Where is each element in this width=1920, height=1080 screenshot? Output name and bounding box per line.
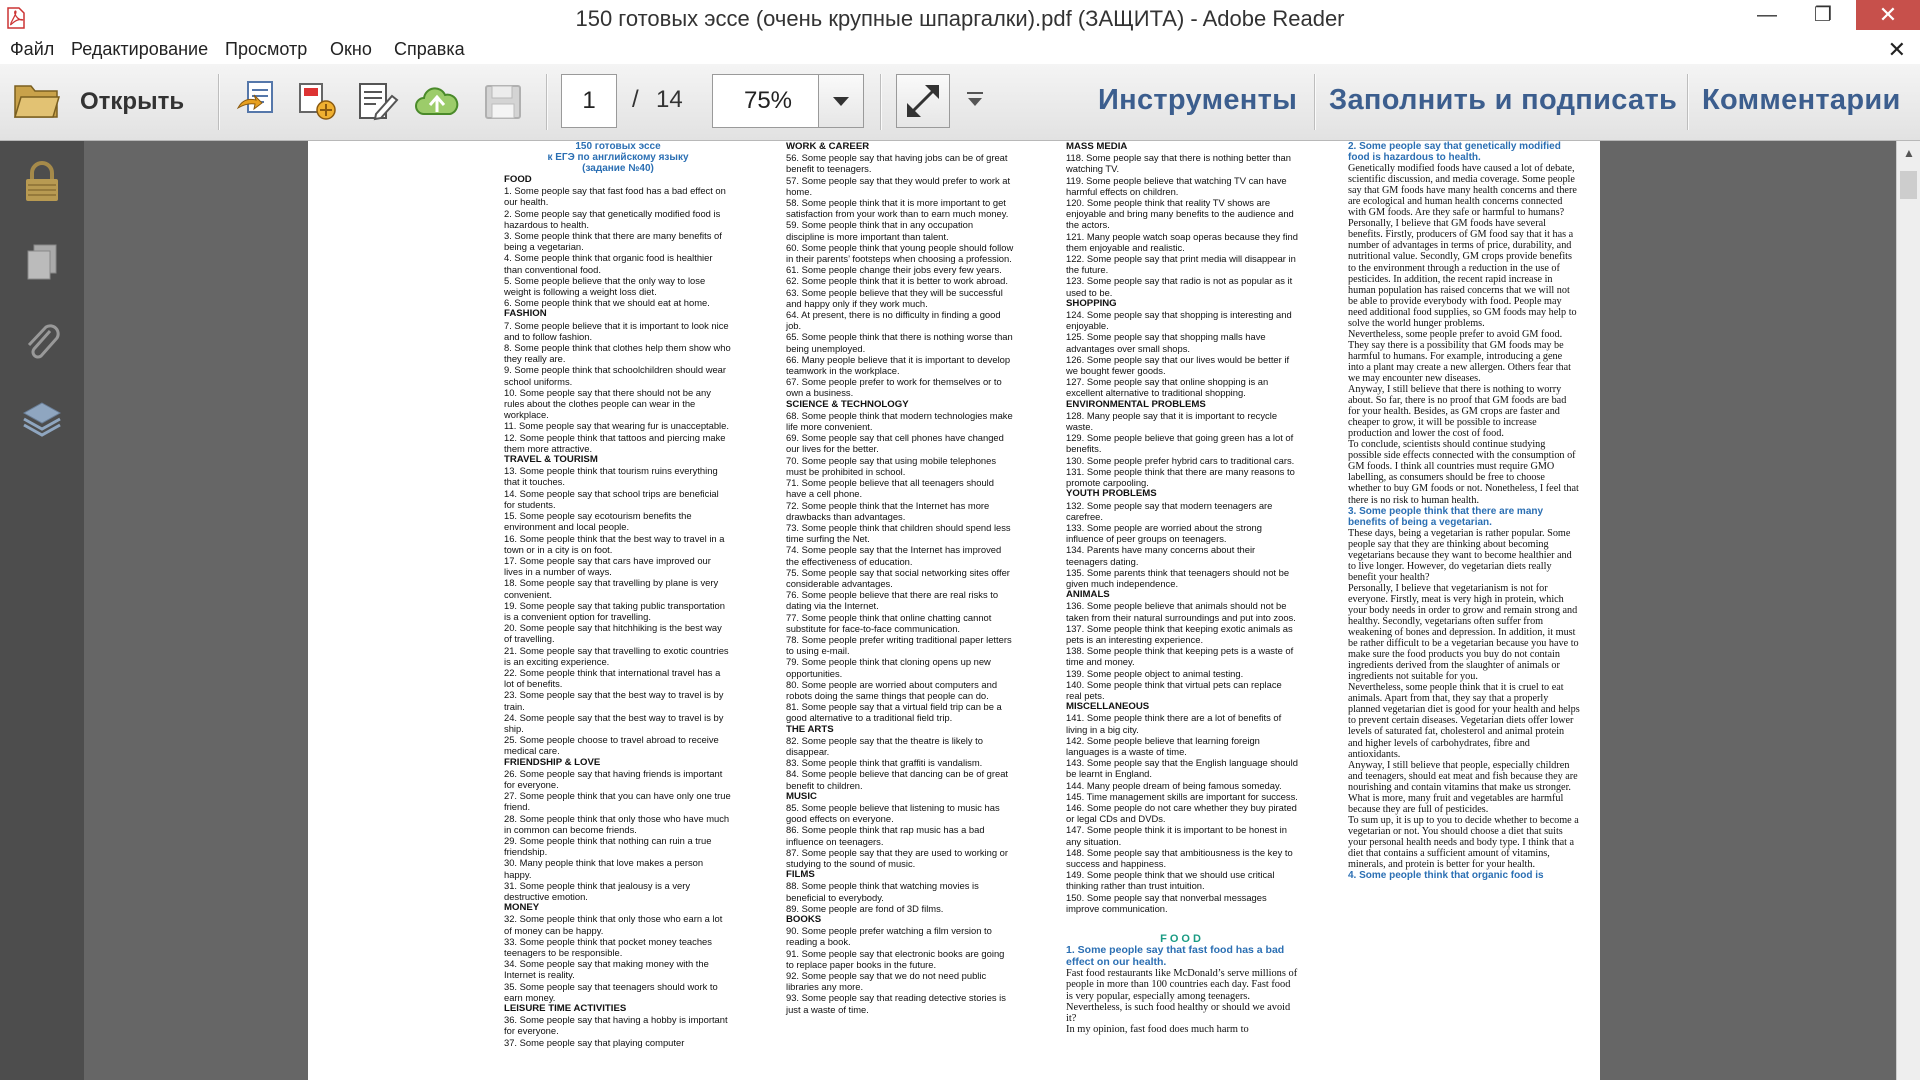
topic-item: 77. Some people think that online chatting cannot substitute for face-to-face communication. <box>786 611 992 634</box>
topic-item: 85. Some people believe that listening to music has good effects on everyone. <box>786 801 1000 825</box>
section-heading: MONEY <box>504 902 540 914</box>
section-heading: THE ARTS <box>786 723 834 735</box>
topic-item: 2. Some people say that genetically modified food is hazardous to health. <box>504 207 721 230</box>
menu-edit[interactable]: Редактирование <box>71 39 209 59</box>
topic-item: 21. Some people say that travelling to exotic countries is an exciting experience. <box>504 644 729 667</box>
topic-item: 82. Some people say that the theatre is likely to disappear. <box>786 734 983 757</box>
menu-bar <box>0 36 1920 64</box>
topic-item: 81. Some people say that a virtual field trip can be a good alternative to a traditional field trip. <box>786 701 1002 724</box>
topic-item: 62. Some people think that it is better to work abroad. <box>786 275 1009 287</box>
section-heading: WORK & CAREER <box>786 141 870 152</box>
topic-item: 31. Some people think that jealousy is a very destructive emotion. <box>504 879 691 902</box>
topic-item: 11. Some people say that wearing fur is unacceptable. <box>504 420 729 432</box>
essay-question: 2. Some people say that genetically modified food is hazardous to health. <box>1348 141 1561 164</box>
essay-question: 1. Some people say that fast food has a bad effect on our health. <box>1066 944 1285 968</box>
topic-item: 86. Some people think that rap music has a bad influence on teenagers. <box>786 824 985 847</box>
topic-item: 18. Some people say that travelling by plane is very convenient. <box>504 577 719 600</box>
topic-item: 137. Some people think that keeping exotic animals as pets is an interesting experience. <box>1066 622 1293 645</box>
topic-item: 30. Many people think that love makes a person happy. <box>504 857 704 880</box>
topic-item: 58. Some people think that it is more important to get satisfaction from your work than to earn much money. <box>786 197 1009 220</box>
book-title-line: (задание №40) <box>582 163 654 174</box>
export-pdf-icon[interactable] <box>294 78 340 124</box>
topic-item: 14. Some people say that school trips are beneficial for students. <box>504 487 719 510</box>
topic-item: 128. Many people say that it is important to recycle waste. <box>1066 409 1278 433</box>
section-heading: FRIENDSHIP & LOVE <box>504 756 601 768</box>
topic-item: 148. Some people say that ambitiousness is the key to success and happiness. <box>1066 846 1293 869</box>
toolbar-separator <box>1314 74 1316 130</box>
zoom-dropdown-button[interactable] <box>818 75 863 127</box>
topic-item: 59. Some people think that in any occupation discipline is more important than talent. <box>786 219 974 242</box>
essay-question: 3. Some people think that there are many benefits of being a vegetarian. <box>1348 505 1544 528</box>
topic-item: 132. Some people say that modern teenagers are carefree. <box>1066 499 1273 522</box>
topic-item: 33. Some people think that pocket money teaches teenagers to be responsible. <box>504 935 712 959</box>
topic-item: 127. Some people say that online shopping is an excellent alternative to traditional shopping. <box>1066 376 1269 399</box>
section-heading: FASHION <box>504 308 547 320</box>
topic-item: 8. Some people think that clothes help them show who they really are. <box>504 342 731 365</box>
lock-icon[interactable] <box>20 159 64 203</box>
topic-item: 76. Some people believe that there are real risks to dating via the Internet. <box>786 589 999 612</box>
section-heading: LEISURE TIME ACTIVITIES <box>504 1003 627 1015</box>
topic-item: 126. Some people say that our lives would be better if we bought fewer goods. <box>1066 353 1290 377</box>
vertical-scrollbar[interactable] <box>1896 141 1920 1080</box>
essay-paragraph: Nevertheless, some people prefer to avoid GM food. They say there is a possibility that GM foods may be harmful to humans. For example, introducing a gene into a plant may create a new allergen. Others fear that we may encounter new diseases. <box>1348 328 1571 384</box>
close-document-button[interactable]: ✕ <box>1887 37 1906 62</box>
topic-item: 145. Time management skills are important for success. <box>1066 790 1298 802</box>
main-toolbar <box>0 64 1920 141</box>
navigation-sidebar <box>0 141 84 1080</box>
topic-item: 16. Some people think that the best way to travel in a town or in a city is on foot. <box>504 532 725 555</box>
topic-item: 80. Some people are worried about computers and robots doing the same things that people can do. <box>786 678 998 701</box>
toolbar-separator <box>218 74 220 130</box>
topic-item: 35. Some people say that teenagers should work to earn money. <box>504 980 718 1003</box>
essay-text: Fast food restaurants like McDonald’s serve millions of people in more than 100 countries each day. Fast food is very popular, especially among teenagers. Nevertheless, is such food healthy or should we avoid it? In my opinion, fast food does much harm to <box>1066 968 1298 1036</box>
topic-item: 142. Some people believe that learning foreign languages is a waste of time. <box>1066 734 1260 757</box>
menu-help[interactable]: Справка <box>394 39 465 59</box>
essay-question: 4. Some people think that organic food is <box>1348 870 1544 882</box>
topic-item: 129. Some people believe that going green has a lot of benefits. <box>1066 432 1294 455</box>
section-heading: MISCELLANEOUS <box>1066 701 1150 713</box>
topic-item: 134. Parents have many concerns about their teenagers dating. <box>1066 544 1256 567</box>
topic-item: 121. Many people watch soap operas because they find them enjoyable and realistic. <box>1066 230 1298 253</box>
topic-item: 23. Some people say that the best way to travel is by train. <box>504 689 724 712</box>
save-icon[interactable] <box>480 78 526 124</box>
book-title-line: 150 готовых эссе <box>575 141 661 152</box>
topic-item: 4. Some people think that organic food is healthier than conventional food. <box>504 252 713 275</box>
topic-item: 138. Some people think that keeping pets is a waste of time and money. <box>1066 645 1294 668</box>
topic-item: 125. Some people say that shopping malls have advantages over small shops. <box>1066 331 1266 354</box>
topic-item: 146. Some people do not care whether they buy pirated or legal CDs and DVDs. <box>1066 801 1297 825</box>
essay-paragraph: To sum up, it is up to you to decide whether to become a vegetarian or not. You should choose a diet that suits your personal health needs and body type. I think that a diet that contains a sufficient amount of vitamins, minerals, and protein is better for your health. <box>1348 814 1579 871</box>
menu-window[interactable]: Окно <box>330 39 372 59</box>
topic-item: 57. Some people say that they would prefer to work at home. <box>786 174 1011 197</box>
topic-item: 74. Some people say that the Internet has improved the effectiveness of education. <box>786 544 1002 567</box>
page-column-4 <box>1348 141 1580 881</box>
topic-item: 66. Many people believe that it is important to develop teamwork in the workplace. <box>786 353 1011 377</box>
topic-item: 32. Some people think that only those who earn a lot of money can be happy. <box>504 913 723 936</box>
tools-pane-button[interactable]: Инструменты <box>1098 84 1298 116</box>
page-column-1 <box>504 141 732 1048</box>
menu-view[interactable]: Просмотр <box>225 39 308 59</box>
topic-item: 144. Many people dream of being famous someday. <box>1066 779 1282 791</box>
topic-item: 65. Some people think that there is nothing worse than being unemployed. <box>786 331 1013 354</box>
topic-item: 6. Some people think that we should eat at home. <box>504 297 710 309</box>
edit-document-icon[interactable] <box>354 78 400 124</box>
topic-item: 122. Some people say that print media will disappear in the future. <box>1066 253 1296 276</box>
topic-item: 69. Some people say that cell phones have changed our lives for the better. <box>786 432 1004 455</box>
topic-item: 13. Some people think that tourism ruins everything that it touches. <box>504 465 718 488</box>
scroll-up-icon[interactable]: ▲ <box>1903 146 1915 160</box>
topic-item: 61. Some people change their jobs every few years. <box>786 264 1002 276</box>
comments-pane-button[interactable]: Комментарии <box>1702 84 1901 116</box>
topic-item: 133. Some people are worried about the strong influence of peer groups on teenagers. <box>1066 521 1262 545</box>
topic-item: 7. Some people believe that it is important to look nice and to follow fashion. <box>504 319 729 342</box>
topic-item: 63. Some people believe that they will be successful and happy only if they work much. <box>786 286 1003 309</box>
topic-item: 118. Some people say that there is nothing better than watching TV. <box>1066 152 1291 175</box>
topic-item: 64. At present, there is no difficulty in finding a good job. <box>786 309 1001 332</box>
maximize-button[interactable]: ❐ <box>1814 4 1832 26</box>
topic-item: 34. Some people say that making money with the Internet is reality. <box>504 958 709 981</box>
topic-item: 83. Some people think that graffiti is vandalism. <box>786 757 983 769</box>
topic-item: 68. Some people think that modern technologies make life more convenient. <box>786 409 1013 433</box>
topic-item: 60. Some people think that young people should follow in their parents’ footsteps when choosing a profession. <box>786 241 1014 265</box>
topic-item: 87. Some people say that they are used to working or studying to the sound of music. <box>786 846 1009 869</box>
topic-item: 71. Some people believe that all teenagers should have a cell phone. <box>786 477 994 500</box>
topic-item: 78. Some people prefer writing traditional paper letters to using e-mail. <box>786 633 1012 657</box>
topic-item: 136. Some people believe that animals should not be taken from their natural surroundings and put into zoos. <box>1066 600 1296 623</box>
open-button[interactable] <box>10 76 200 126</box>
section-heading: FILMS <box>786 869 815 881</box>
topic-item: 73. Some people think that children should spend less time surfing the Net. <box>786 521 1011 545</box>
topic-item: 92. Some people say that we do not need public libraries any more. <box>786 970 987 993</box>
topic-item: 120. Some people think that reality TV shows are enjoyable and bring many benefits to the audience and the actors. <box>1066 197 1294 231</box>
menu-file[interactable]: Файл <box>10 39 55 59</box>
toolbar-separator <box>1687 74 1689 130</box>
section-heading: BOOKS <box>786 914 822 926</box>
essay-paragraph: Personally, I believe that vegetarianism is not for everyone. Firstly, meat is very high in protein, which your body needs in order to grow and remain strong and healthy. Secondly, vegetarians often suffer from weakening of bones and depression. In addition, it must be rather difficult to be a vegetarian because you have to make sure the food products you buy do not contain ingredients derived from the slaughter of animals or ingredients not suitable for you. <box>1348 582 1579 683</box>
topic-item: 124. Some people say that shopping is interesting and enjoyable. <box>1066 309 1292 332</box>
topic-item: 139. Some people object to animal testing. <box>1066 667 1244 679</box>
chevron-down-icon <box>819 75 863 127</box>
page-total: 14 <box>656 86 683 113</box>
topic-item: 72. Some people think that the Internet has more drawbacks than advantages. <box>786 499 990 522</box>
topic-item: 26. Some people say that having friends is important for everyone. <box>504 767 723 790</box>
topic-item: 143. Some people say that the English language should be learnt in England. <box>1066 757 1298 780</box>
page-column-2 <box>786 141 1014 1015</box>
topic-item: 88. Some people think that watching movies is beneficial to everybody. <box>786 880 979 903</box>
topic-item: 123. Some people say that radio is not as popular as it used to be. <box>1066 275 1293 298</box>
minimize-button[interactable]: — <box>1757 4 1777 26</box>
section-heading: TRAVEL & TOURISM <box>504 454 598 466</box>
zoom-value[interactable]: 75% <box>743 87 793 114</box>
topic-item: 22. Some people think that international travel has a lot of benefits. <box>504 666 721 690</box>
topic-item: 70. Some people say that using mobile telephones must be prohibited in school. <box>786 454 997 477</box>
book-title <box>504 141 732 174</box>
close-button[interactable]: ✕ <box>1856 0 1920 30</box>
topic-item: 130. Some people prefer hybrid cars to traditional cars. <box>1066 454 1295 466</box>
book-title-line: к ЕГЭ по английскому языку <box>547 152 689 163</box>
open-label: Открыть <box>80 88 185 115</box>
expand-icon <box>897 75 949 127</box>
essay-paragraph: Anyway, I still believe that there is nothing to worry about. So far, there is no proof that GM foods are bad for your health. Besides, as GM crops are faster and cheaper to grow, it will be possible to increase production and lower the cost of food. <box>1348 384 1567 440</box>
topic-item: 28. Some people think that only those who have much in common can become friends. <box>504 812 730 835</box>
section-heading: SHOPPING <box>1066 297 1117 309</box>
topic-item: 147. Some people think it is important to be honest in any situation. <box>1066 824 1287 847</box>
pdf-page <box>308 141 1600 1080</box>
topic-item: 131. Some people think that there are many reasons to promote carpooling. <box>1066 465 1295 489</box>
zoom-select[interactable] <box>712 74 864 128</box>
section-heading: YOUTH PROBLEMS <box>1066 488 1157 500</box>
topic-item: 79. Some people think that cloning opens up new opportunities. <box>786 656 991 679</box>
topic-item: 19. Some people say that taking public transportation is a convenient option for travelling. <box>504 599 725 622</box>
page-column-3 <box>1066 141 1298 1035</box>
topic-item: 89. Some people are fond of 3D films. <box>786 902 944 914</box>
essay-paragraph: Personally, I believe that GM foods have several benefits. Firstly, producers of GM food say that it has a number of advantages in terms of price, durability, and nutritional value. Secondly, GM crops provide benefits to the environment through a reduction in the use of pesticides. In addition, the recent rapid increase in human population has raised concerns that we will not be able to provide everybody with food. People may need additional food supplies, so GM foods may help to solve the world hunger problems. <box>1348 218 1577 329</box>
essay-paragraph: To conclude, scientists should continue studying possible side effects connected with the consumption of GM foods. I think all countries must require GMO labelling, as consumers should be free to choose whether to buy GM foods or not. Nonetheless, I feel that there is no risk to human health. <box>1348 439 1579 506</box>
topic-item: 75. Some people say that social networking sites offer considerable advantages. <box>786 566 1010 589</box>
topic-item: 20. Some people say that hitchhiking is the best way of travelling. <box>504 622 722 645</box>
fill-sign-pane-button[interactable]: Заполнить и подписать <box>1329 84 1678 116</box>
topic-item: 84. Some people believe that dancing can be of great benefit to children. <box>786 768 1009 791</box>
topic-item: 91. Some people say that electronic books are going to replace paper books in the future. <box>786 947 1005 970</box>
section-heading: ENVIRONMENTAL PROBLEMS <box>1066 398 1206 410</box>
topic-item: 3. Some people think that there are many benefits of being a vegetarian. <box>504 230 722 253</box>
topic-item: 149. Some people think that we should use critical thinking rather than trust intuition. <box>1066 869 1275 892</box>
topic-item: 140. Some people think that virtual pets can replace real pets. <box>1066 678 1282 701</box>
topic-item: 10. Some people say that there should not be any rules about the clothes people can wear in the workplace. <box>504 386 711 421</box>
title-bar <box>0 0 1920 36</box>
toolbar-separator <box>880 74 882 130</box>
scroll-thumb[interactable] <box>1900 171 1917 199</box>
topic-item: 12. Some people think that tattoos and piercing make them more attractive. <box>504 431 726 454</box>
topic-item: 119. Some people believe that watching TV can have harmful effects on children. <box>1066 174 1287 197</box>
topic-item: 135. Some parents think that teenagers should not be given much independence. <box>1066 566 1290 589</box>
essay-paragraph: Nevertheless, some people think that it is cruel to eat animals. Apart from that, they say that a properly planned vegetarian diet is good for your health and helps to prevent certain diseases. Vegetarian diets offer lower levels of saturated fat, cholesterol and animal protein and higher levels of carbohydrates, fibre and antioxidants. <box>1348 682 1580 760</box>
page-thumbnails-icon[interactable] <box>20 241 64 285</box>
folder-icon <box>12 78 62 122</box>
topic-item: 36. Some people say that having a hobby is important for everyone. <box>504 1014 728 1037</box>
document-viewer[interactable] <box>84 141 1896 1080</box>
section-heading: MUSIC <box>786 790 817 802</box>
attachments-icon[interactable] <box>20 321 64 365</box>
topic-item: 29. Some people think that nothing can ruin a true friendship. <box>504 834 712 858</box>
section-heading: MASS MEDIA <box>1066 141 1128 152</box>
essay-paragraph: These days, being a vegetarian is rather popular. Some people say that they are thinking about becoming vegetarians because they want to become healthier and to live longer. However, do vegetarian diets really benefit your health? <box>1348 527 1572 583</box>
topic-item: 67. Some people prefer to work for themselves or to own a business. <box>786 376 1002 399</box>
topic-item: 90. Some people prefer watching a film version to reading a book. <box>786 925 992 948</box>
toolbar-separator <box>546 74 548 130</box>
topic-item: 9. Some people think that schoolchildren should wear school uniforms. <box>504 364 727 387</box>
section-heading: ANIMALS <box>1066 589 1110 601</box>
topic-item: 27. Some people think that you can have only one true friend. <box>504 790 731 813</box>
topic-item: 150. Some people say that nonverbal messages improve communication. <box>1066 891 1267 914</box>
topic-item: 141. Some people think there are a lot of benefits of living in a big city. <box>1066 712 1282 735</box>
topic-item: 25. Some people choose to travel abroad to receive medical care. <box>504 734 719 757</box>
topic-item: 56. Some people say that having jobs can be of great benefit to teenagers. <box>786 152 1008 175</box>
layers-icon[interactable] <box>20 397 64 441</box>
topic-item: 17. Some people say that cars have improved our lives in a number of ways. <box>504 554 711 578</box>
upload-cloud-icon[interactable] <box>414 78 460 124</box>
food-section-heading: FOOD <box>1160 933 1204 946</box>
topic-item: 15. Some people say ecotourism benefits the environment and local people. <box>504 510 692 533</box>
topic-item: 93. Some people say that reading detective stories is just a waste of time. <box>786 992 1006 1015</box>
window-title: 150 готовых эссе (очень крупные шпаргалки).pdf (ЗАЩИТА) - Adobe Reader <box>575 6 1345 31</box>
essay-paragraph: Genetically modified foods have caused a lot of debate, scientific discussion, and media coverage. Some people say that GM foods have many health concerns and there are ecological and human health concerns connected with GM foods. Are they safe or harmful to humans? <box>1348 163 1577 219</box>
topic-item: 37. Some people say that playing computer <box>504 1036 685 1048</box>
page-of-separator: / <box>632 86 639 113</box>
essay-paragraph: Anyway, I still believe that people, especially children and teenagers, should eat meat and fish because they are nourishing and contain vitamins that make us stronger. What is more, many fruit and vegetables are harmful because they are full of pesticides. <box>1348 759 1578 815</box>
fullscreen-button[interactable] <box>896 74 950 128</box>
toolbar-options-icon[interactable] <box>964 90 986 110</box>
create-pdf-icon[interactable] <box>234 78 280 124</box>
page-number-input[interactable]: 1 <box>561 74 617 128</box>
section-heading: FOOD <box>504 174 532 185</box>
topic-item: 1. Some people say that fast food has a bad effect on our health. <box>504 185 726 208</box>
topic-item: 5. Some people believe that the only way to lose weight is following a weight loss diet. <box>504 274 706 298</box>
topic-item: 24. Some people say that the best way to travel is by ship. <box>504 711 724 734</box>
section-heading: SCIENCE & TECHNOLOGY <box>786 398 909 410</box>
